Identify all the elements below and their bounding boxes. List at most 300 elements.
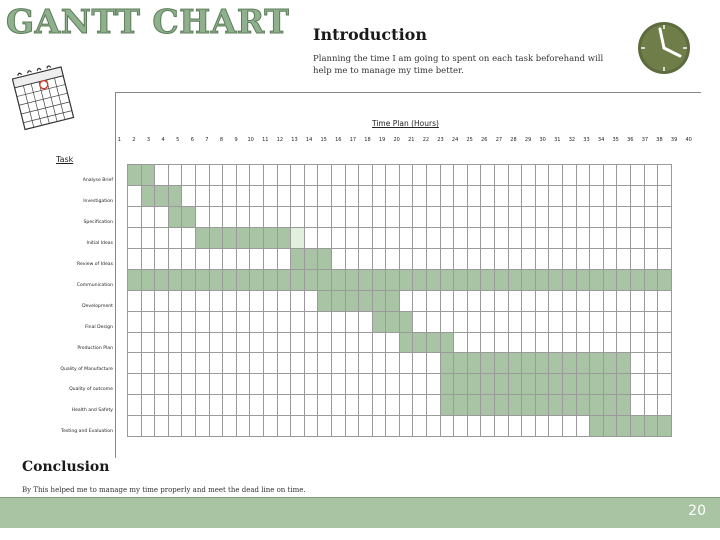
gantt-cell [277,374,291,395]
gantt-cell [630,353,644,374]
gantt-cell [481,248,495,269]
hour-label: 31 [554,137,561,143]
gantt-cell [467,248,481,269]
hour-label: 19 [378,137,386,143]
gantt-cell [413,374,427,395]
gantt-cell [372,206,386,227]
gantt-cell [603,353,617,374]
gantt-cell [535,165,549,186]
gantt-cell [372,332,386,353]
gantt-cell [155,269,169,290]
footer-bar [0,497,720,528]
gantt-cell [481,165,495,186]
gantt-cell [495,185,509,206]
gantt-cell [141,311,155,332]
gantt-cell [454,332,468,353]
gantt-cell [467,165,481,186]
gantt-cell [508,311,522,332]
gantt-cell [128,206,142,227]
gantt-cell [277,311,291,332]
gantt-cell [209,227,223,248]
gantt-cell [386,353,400,374]
gantt-row [128,416,672,437]
gantt-cell [427,185,441,206]
gantt-cell [454,165,468,186]
gantt-cell [522,311,536,332]
gantt-cell [467,416,481,437]
gantt-cell [141,248,155,269]
gantt-cell [155,374,169,395]
gantt-cell [549,374,563,395]
gantt-cell [318,290,332,311]
gantt-cell [576,227,590,248]
gantt-cell [141,206,155,227]
hour-label: 7 [205,137,209,143]
hour-label: 20 [393,137,400,143]
gantt-cell [277,227,291,248]
hour-label: 25 [466,137,473,143]
gantt-cell [195,165,209,186]
gantt-cell [549,416,563,437]
gantt-cell [630,248,644,269]
gantt-cell [508,165,522,186]
gantt-cell [128,395,142,416]
gantt-cell [386,227,400,248]
gantt-cell [481,206,495,227]
gantt-cell [386,332,400,353]
gantt-cell [291,206,305,227]
gantt-cell [359,311,373,332]
gantt-cell [182,311,196,332]
gantt-cell [427,290,441,311]
gantt-cell [223,290,237,311]
hour-label: 38 [656,137,663,143]
gantt-cell [413,269,427,290]
gantt-cell [236,269,250,290]
gantt-cell [658,311,672,332]
gantt-cell [603,227,617,248]
gantt-cell [522,248,536,269]
gantt-cell [630,416,644,437]
gantt-cell [318,206,332,227]
task-label: Specification [83,219,113,225]
gantt-cell [617,290,631,311]
gantt-cell [495,374,509,395]
gantt-cell [250,374,264,395]
gantt-cell [291,395,305,416]
gantt-cell [168,395,182,416]
gantt-cell [508,227,522,248]
gantt-cell [508,332,522,353]
gantt-cell [195,311,209,332]
gantt-cell [236,290,250,311]
gantt-cell [522,185,536,206]
gantt-cell [481,416,495,437]
gantt-cell [522,395,536,416]
gantt-cell [399,332,413,353]
gantt-cell [141,165,155,186]
gantt-cell [318,416,332,437]
gantt-cell [481,332,495,353]
gantt-cell [372,165,386,186]
gantt-cell [630,311,644,332]
gantt-cell [427,165,441,186]
gantt-cell [291,311,305,332]
gantt-cell [209,206,223,227]
gantt-cell [454,290,468,311]
gantt-cell [141,227,155,248]
gantt-cell [263,206,277,227]
gantt-cell [277,353,291,374]
gantt-cell [563,269,577,290]
gantt-cell [508,353,522,374]
gantt-cell [372,353,386,374]
gantt-cell [155,206,169,227]
gantt-cell [182,374,196,395]
gantt-cell [440,165,454,186]
gantt-cell [549,248,563,269]
gantt-cell [195,185,209,206]
gantt-cell [617,374,631,395]
gantt-cell [440,227,454,248]
gantt-cell [454,206,468,227]
gantt-cell [535,248,549,269]
gantt-cell [359,374,373,395]
gantt-cell [576,416,590,437]
gantt-cell [223,227,237,248]
gantt-cell [331,311,345,332]
gantt-cell [223,185,237,206]
task-label: Health and Safety [71,408,113,414]
gantt-cell [630,165,644,186]
gantt-cell [223,206,237,227]
gantt-cell [277,416,291,437]
gantt-cell [359,206,373,227]
gantt-cell [590,374,604,395]
gantt-cell [345,374,359,395]
gantt-cell [223,416,237,437]
task-label: Development [82,303,113,309]
hour-label: 26 [481,137,488,143]
gantt-cell [304,332,318,353]
gantt-cell [563,416,577,437]
gantt-cell [331,165,345,186]
gantt-cell [495,395,509,416]
gantt-cell [522,416,536,437]
gantt-cell [168,416,182,437]
gantt-cell [413,311,427,332]
intro-text: Planning the time I am going to spent on each task beforehand will help me to manage my time better. [313,54,604,76]
gantt-cell [195,227,209,248]
gantt-cell [454,395,468,416]
gantt-cell [168,206,182,227]
gantt-cell [291,374,305,395]
gantt-cell [318,353,332,374]
gantt-cell [223,332,237,353]
gantt-cell [359,165,373,186]
hour-label: 28 [510,137,517,143]
gantt-cell [630,332,644,353]
gantt-cell [576,374,590,395]
gantt-cell [209,395,223,416]
gantt-cell [359,332,373,353]
gantt-cell [345,416,359,437]
gantt-cell [277,269,291,290]
gantt-cell [359,227,373,248]
gantt-cell [658,248,672,269]
gantt-cell [617,353,631,374]
gantt-cell [291,332,305,353]
gantt-cell [195,290,209,311]
gantt-cell [386,269,400,290]
gantt-cell [413,248,427,269]
gantt-cell [413,165,427,186]
gantt-cell [236,311,250,332]
gantt-cell [331,395,345,416]
gantt-cell [304,227,318,248]
gantt-cell [155,416,169,437]
gantt-cell [291,416,305,437]
gantt-cell [155,311,169,332]
gantt-cell [236,227,250,248]
gantt-cell [535,227,549,248]
gantt-cell [277,165,291,186]
gantt-cell [590,332,604,353]
gantt-cell [236,185,250,206]
gantt-cell [481,395,495,416]
gantt-cell [331,290,345,311]
hour-label: 23 [437,137,444,143]
gantt-cell [236,353,250,374]
gantt-row [128,185,672,206]
gantt-cell [440,416,454,437]
gantt-cell [495,248,509,269]
hour-label: 17 [349,137,357,143]
gantt-cell [141,416,155,437]
gantt-cell [345,311,359,332]
gantt-cell [454,311,468,332]
hour-label: 27 [495,137,503,143]
gantt-cell [481,374,495,395]
gantt-cell [250,416,264,437]
task-label: Initial Ideas [86,240,113,246]
gantt-cell [223,353,237,374]
gantt-cell [277,185,291,206]
gantt-cell [644,311,658,332]
hour-label: 3 [146,137,151,143]
gantt-cell [603,416,617,437]
gantt-cell [209,416,223,437]
gantt-cell [182,290,196,311]
task-label: Testing and Evaluation [61,429,113,435]
gantt-cell [141,332,155,353]
gantt-cell [522,332,536,353]
gantt-cell [141,395,155,416]
gantt-cell [236,206,250,227]
gantt-cell [345,185,359,206]
gantt-cell [209,332,223,353]
gantt-cell [128,165,142,186]
gantt-cell [331,332,345,353]
gantt-cell [617,248,631,269]
gantt-cell [427,311,441,332]
gantt-row [128,206,672,227]
gantt-cell [617,395,631,416]
gantt-cell [481,227,495,248]
gantt-cell [182,395,196,416]
gantt-cell [495,165,509,186]
gantt-cell [331,353,345,374]
gantt-cell [359,353,373,374]
gantt-cell [318,227,332,248]
hour-label: 22 [422,137,430,143]
gantt-cell [563,311,577,332]
gantt-cell [413,227,427,248]
gantt-cell [141,185,155,206]
gantt-cell [427,374,441,395]
gantt-cell [440,248,454,269]
gantt-cell [399,311,413,332]
gantt-cell [155,165,169,186]
gantt-cell [318,185,332,206]
gantt-cell [372,269,386,290]
hour-label: 10 [247,137,254,143]
gantt-cell [399,290,413,311]
gantt-cell [603,332,617,353]
gantt-cell [263,165,277,186]
gantt-cell [155,185,169,206]
gantt-cell [182,185,196,206]
gantt-cell [345,353,359,374]
gantt-cell [427,332,441,353]
gantt-cell [359,248,373,269]
gantt-cell [427,248,441,269]
gantt-cell [454,185,468,206]
hour-label: 40 [685,137,692,143]
gantt-cell [630,227,644,248]
gantt-cell [236,332,250,353]
gantt-cell [386,206,400,227]
gantt-cell [467,332,481,353]
gantt-row [128,332,672,353]
gantt-cell [277,248,291,269]
gantt-cell [563,374,577,395]
gantt-cell [427,395,441,416]
conclusion-heading: Conclusion [22,459,110,475]
gantt-cell [209,290,223,311]
gantt-cell [182,248,196,269]
gantt-cell [182,206,196,227]
gantt-cell [236,165,250,186]
gantt-cell [331,227,345,248]
gantt-cell [617,165,631,186]
gantt-cell [522,353,536,374]
gantt-cell [128,185,142,206]
gantt-cell [291,269,305,290]
gantt-cell [318,374,332,395]
gantt-cell [454,248,468,269]
gantt-cell [535,374,549,395]
gantt-cell [617,206,631,227]
gantt-cell [291,248,305,269]
gantt-cell [182,165,196,186]
gantt-cell [481,353,495,374]
gantt-cell [359,185,373,206]
gantt-cell [508,185,522,206]
gantt-cell [549,165,563,186]
gantt-cell [603,290,617,311]
task-label: Quality of outcome [69,387,113,393]
gantt-cell [630,269,644,290]
gantt-cell [481,269,495,290]
gantt-cell [603,395,617,416]
gantt-cell [413,395,427,416]
gantt-cell [427,269,441,290]
gantt-cell [168,227,182,248]
gantt-cell [454,416,468,437]
gantt-cell [386,165,400,186]
gantt-cell [644,332,658,353]
gantt-cell [522,165,536,186]
gantt-cell [331,248,345,269]
gantt-cell [250,332,264,353]
gantt-cell [535,290,549,311]
hour-label: 1 [117,137,121,143]
gantt-cell [182,416,196,437]
gantt-cell [658,185,672,206]
gantt-cell [263,311,277,332]
gantt-cell [440,290,454,311]
gantt-cell [223,248,237,269]
page-number: 20 [688,503,706,519]
gantt-cell [236,395,250,416]
gantt-cell [440,206,454,227]
gantt-cell [182,269,196,290]
gantt-cell [318,248,332,269]
task-label: Review of Ideas [76,261,113,267]
gantt-cell [250,395,264,416]
hour-label: 37 [641,137,649,143]
gantt-cell [128,416,142,437]
gantt-cell [576,269,590,290]
gantt-cell [209,248,223,269]
hour-label: 18 [364,137,371,143]
gantt-cell [427,227,441,248]
gantt-cell [345,165,359,186]
gantt-cell [372,185,386,206]
task-label: Communication [76,282,113,288]
gantt-cell [617,416,631,437]
gantt-cell [304,416,318,437]
gantt-row [128,374,672,395]
gantt-cell [345,332,359,353]
gantt-cell [590,165,604,186]
gantt-cell [209,353,223,374]
gantt-cell [399,165,413,186]
gantt-cell [168,290,182,311]
gantt-cell [563,332,577,353]
gantt-cell [576,185,590,206]
gantt-cell [576,248,590,269]
gantt-cell [508,395,522,416]
gantt-cell [277,206,291,227]
gantt-cell [304,185,318,206]
gantt-cell [304,374,318,395]
gantt-cell [508,269,522,290]
gantt-cell [413,206,427,227]
gantt-cell [263,248,277,269]
gantt-cell [427,416,441,437]
